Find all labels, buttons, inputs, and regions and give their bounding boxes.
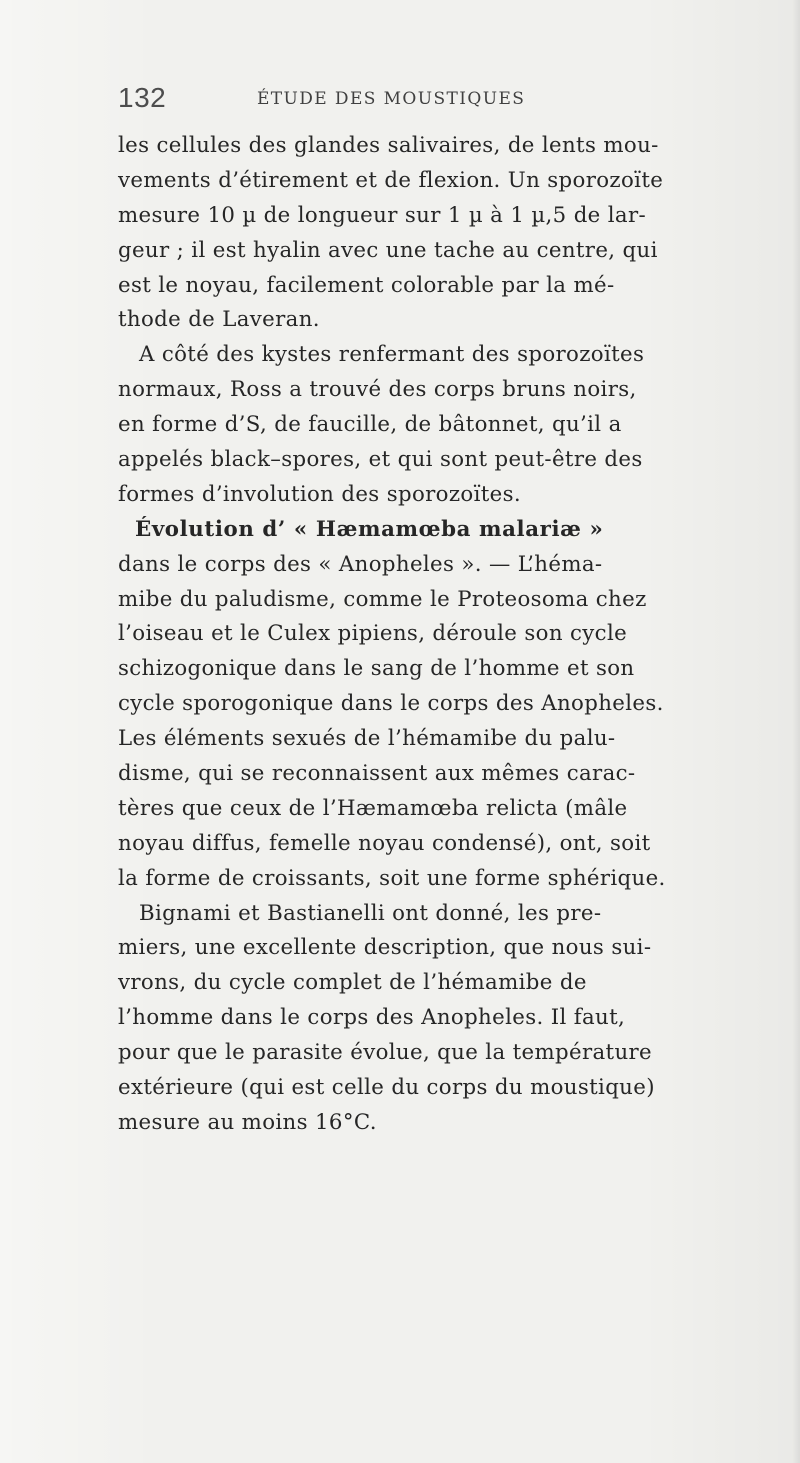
text-line: pour que le parasite évolue, que la température [118,1040,653,1066]
text-line: formes d’involution des sporozoïtes. [118,481,522,507]
text-line: geur ; il est hyalin avec une tache au centre, qui [118,237,658,263]
running-title: ÉTUDE DES MOUSTIQUES [257,89,526,109]
text-line: normaux, Ross a trouvé des corps bruns noirs, [118,377,637,403]
body-text [118,129,690,1141]
paragraph-start-line: Bignami et Bastianelli ont donné, les pre- [139,900,602,926]
text-line: miers, une excellente description, que nous sui- [118,935,652,961]
text-line: schizogonique dans le sang de l’homme et son [118,656,635,682]
page-number: 132 [118,82,167,113]
scan-edge-shadow [792,0,800,1463]
text-line: thode de Laveran. [118,307,320,333]
paragraph-start-line: A côté des kystes renfermant des sporozoïtes [139,342,645,368]
text-line: les cellules des glandes salivaires, de lents mou- [118,133,659,158]
text-line: cycle sporogonique dans le corps des Anopheles. [118,691,664,717]
text-line: mibe du paludisme, comme le Proteosoma chez [118,586,647,612]
text-line: vrons, du cycle complet de l’hémamibe de [118,970,587,996]
text-line: l’oiseau et le Culex pipiens, déroule son cycle [118,621,628,647]
text-line: dans le corps des « Anopheles ». — L’héma- [118,551,603,577]
section-heading: Évolution d’ « Hæmamœba malariæ » [135,516,604,542]
text-line: en forme d’S, de faucille, de bâtonnet, qu’il a [118,412,622,438]
text-line: extérieure (qui est celle du corps du moustique) [118,1075,655,1101]
text-line: disme, qui se reconnaissent aux mêmes carac- [118,761,636,787]
text-line: l’homme dans le corps des Anopheles. Il faut, [118,1005,626,1031]
text-line: vements d’étirement et de flexion. Un sporozoïte [118,167,664,193]
text-line: noyau diffus, femelle noyau condensé), ont, soit [118,830,651,856]
text-line: tères que ceux de l’Hæmamœba relicta (mâle [118,795,628,821]
text-line: appelés black–spores, et qui sont peut-être des [118,447,643,473]
text-line: est le noyau, facilement colorable par la mé- [118,272,615,298]
text-line: Les éléments sexués de l’hémamibe du palu- [118,726,616,752]
page-header [118,82,688,122]
text-line: la forme de croissants, soit une forme sphérique. [118,865,666,891]
text-line: mesure 10 µ de longueur sur 1 µ à 1 µ,5 de lar- [118,202,647,228]
text-line: mesure au moins 16°C. [118,1109,377,1135]
